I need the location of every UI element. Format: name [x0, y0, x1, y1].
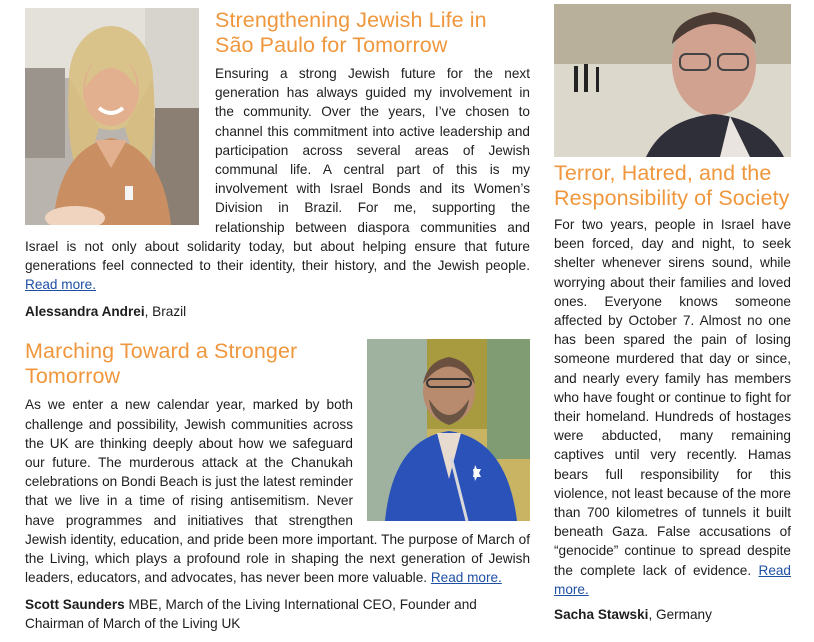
- article2-author-title: MBE, March of the Living International CEO, Founder and Chairman of March of the Living UK: [25, 597, 477, 632]
- article1-title: Strengthening Jewish Life in São Paulo for Tomorrow: [215, 8, 487, 57]
- article3-author-location: , Germany: [648, 607, 712, 623]
- article1-author-location: , Brazil: [144, 304, 187, 320]
- article3-body-text: For two years, people in Israel have been forced, day and night, to seek shelter whenever sirens sound, while worrying about their families and loved ones. Everyone knows someone affected by October 7. Almost no one has been spared the pain of losing someone murdered that day or since, and nearly every family has members who have fought or continue to fight for their homeland. Hundreds of hostages were abducted, many remaining captives until very recently. Hamas bears full responsibility for this violence, not least because of the more than 700 kilometres of tunnels it built beneath Gaza. False accusations of “genocide” continue to spread despite the complete lack of evidence.: [554, 217, 791, 578]
- article2-body-text: As we enter a new calendar year, marked by both challenge and possibility, Jewish communities across the UK are thinking deeply about how we safeguard our future. The murderous attack at the Chanukah celebrations on Bondi Beach is just the latest reminder that we live in a time of rising antisemitism. Never have programmes and initiatives that strengthen Jewish identity, education, and pride been more important. The purpose of March of the Living, which plays a profound role in shaping the next generation of Jewish leaders, educators, and advocates, has never been more valuable.: [25, 397, 530, 586]
- article1-byline: [25, 302, 530, 321]
- article2-author-name: Scott Saunders: [25, 597, 125, 613]
- article3-title: Terror, Hatred, and the Responsibility of Society: [554, 161, 790, 210]
- article1-body-text: Ensuring a strong Jewish future for the next generation has always guided my involvement in the community. Over the years, I’ve chosen to channel this commitment into active leadership and participation across several areas of Jewish communal life. A central part of this is my involvement with Israel Bonds and its Women’s Division in Brazil. For me, supporting the relationship between diaspora communities and Israel is not only about solidarity today, but about helping ensure that future generations feel connected to their identity, their history, and the Jewish people.: [25, 66, 530, 274]
- article-strengthening-jewish-life: [25, 8, 530, 321]
- right-column: [554, 4, 791, 624]
- left-column: [25, 8, 530, 633]
- article3-byline: [554, 605, 791, 624]
- article2-title: Marching Toward a Stronger Tomorrow: [25, 339, 298, 389]
- article2-read-more-link[interactable]: Read more.: [430, 570, 502, 586]
- sacha-stawski-photo: [554, 4, 791, 157]
- article3-read-more-link[interactable]: Read more.: [554, 562, 791, 597]
- article3-author-name: Sacha Stawski: [554, 607, 649, 623]
- article2-byline: [25, 595, 530, 633]
- article3-body: [554, 215, 791, 599]
- article1-author-name: Alessandra Andrei: [25, 304, 145, 320]
- article-marching-toward-stronger-tomorrow: [25, 339, 530, 633]
- scott-saunders-photo: [367, 339, 530, 521]
- alessandra-andrei-photo: [25, 8, 199, 225]
- article1-read-more-link[interactable]: Read more.: [25, 277, 97, 293]
